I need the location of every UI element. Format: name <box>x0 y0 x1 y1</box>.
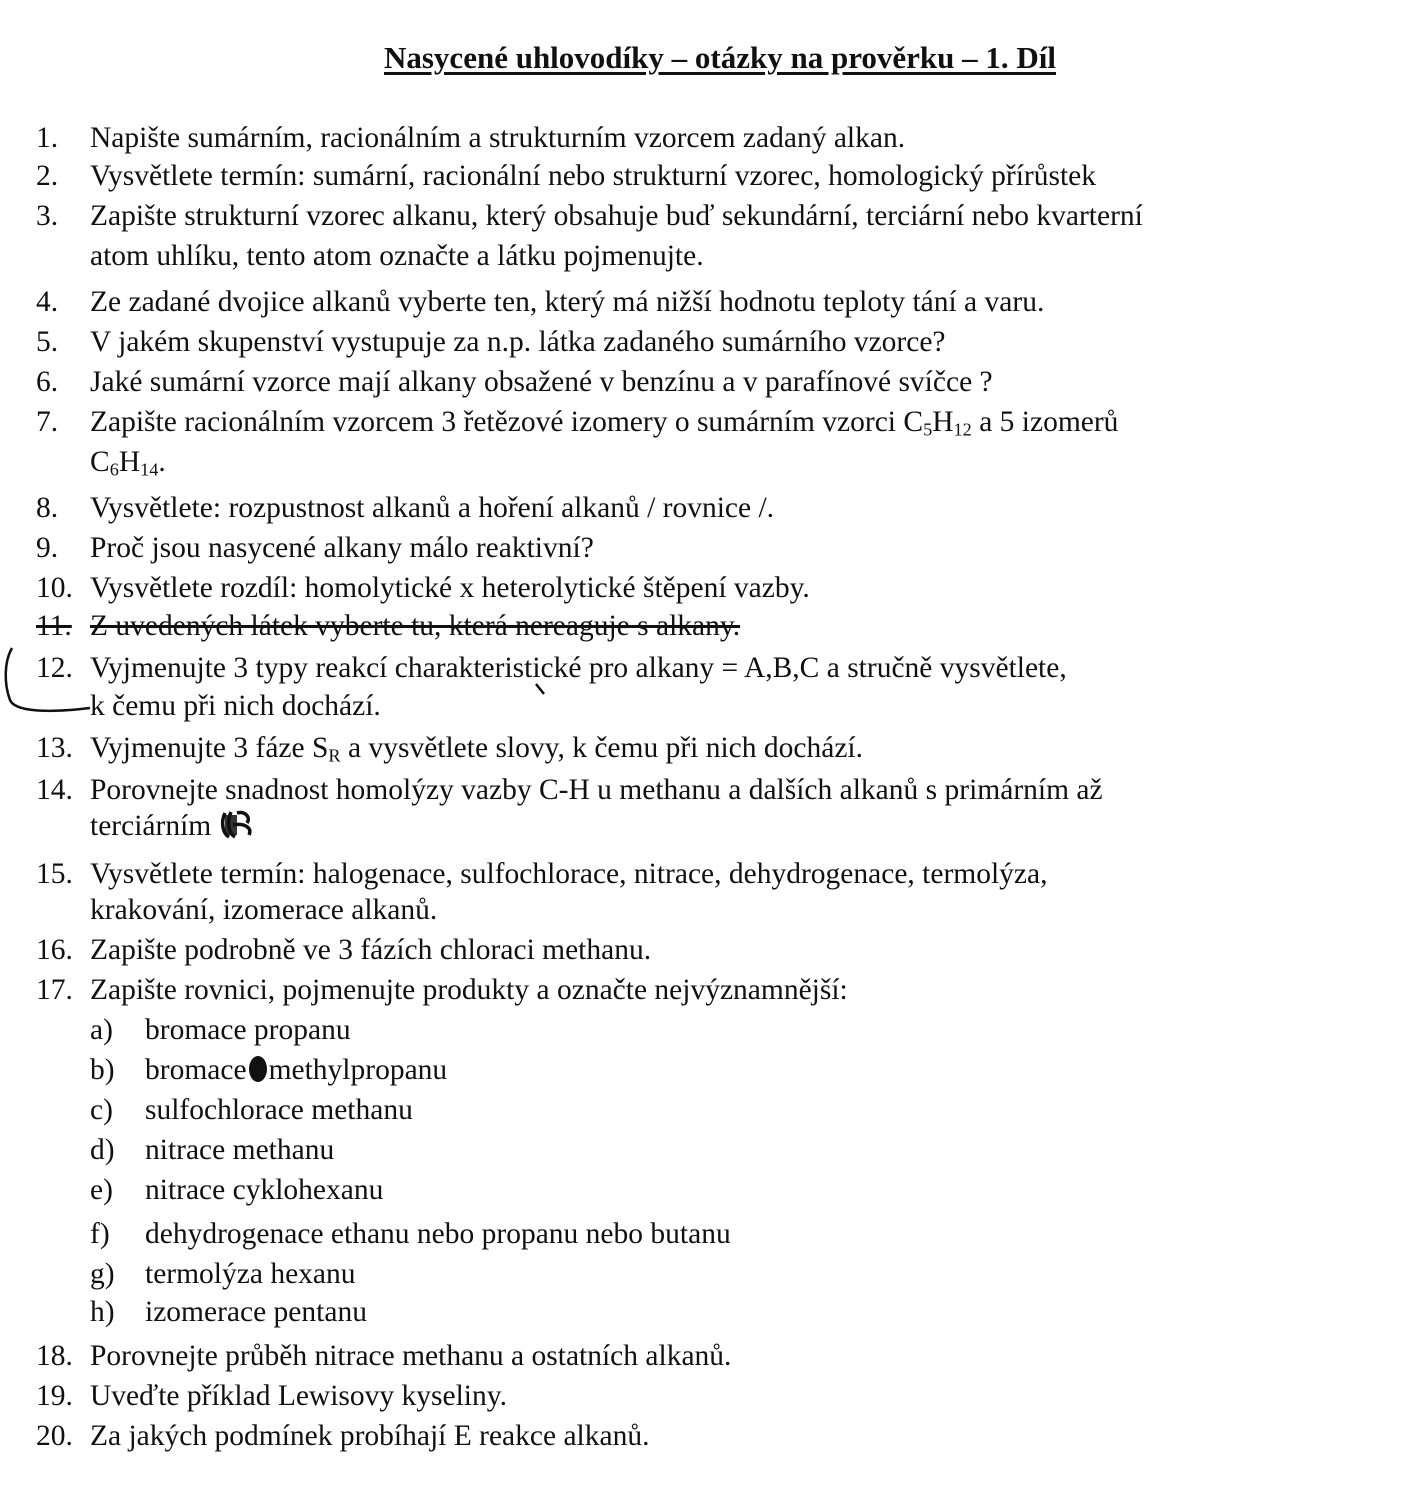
subitem-text: dehydrogenace ethanu nebo propanu nebo butanu <box>145 1218 731 1250</box>
question-number: 20. <box>36 1420 73 1452</box>
question-number: 13. <box>36 732 73 764</box>
subitem-text: izomerace pentanu <box>145 1296 367 1328</box>
subitem-letter: b) <box>90 1054 115 1086</box>
question-text: V jakém skupenství vystupuje za n.p. látka zadaného sumárního vzorce? <box>90 326 946 358</box>
question-text: Porovnejte snadnost homolýzy vazby C-H u methanu a dalších alkanů s primárním až <box>90 774 1103 806</box>
formula-sr: $S_R$ <box>312 732 341 766</box>
handwritten-bracket-mark <box>0 0 120 730</box>
subitem-letter: h) <box>90 1296 115 1328</box>
subitem-letter: c) <box>90 1094 113 1126</box>
question-text: a vysvětlete slovy, k čemu při nich dochází. <box>348 732 863 764</box>
subitem-letter: f) <box>90 1218 110 1250</box>
question-number: 19. <box>36 1380 73 1412</box>
question-text: Uveďte příklad Lewisovy kyseliny. <box>90 1380 507 1412</box>
question-text: terciárním <box>90 810 212 842</box>
question-number: 8. <box>36 492 59 524</box>
page-title: Nasycené uhlovodíky – otázky na prověrku – 1. Díl <box>383 40 1057 75</box>
question-number: 18. <box>36 1340 73 1372</box>
question-text: a 5 izomerů <box>979 406 1119 438</box>
question-text: krakování, izomerace alkanů. <box>90 894 438 926</box>
question-number: 10. <box>36 572 73 604</box>
question-number: 5. <box>36 326 59 358</box>
question-text: Zapište rovnici, pojmenujte produkty a označte nejvýznamnější: <box>90 974 848 1006</box>
subitem-text: bromace propanu <box>145 1014 351 1046</box>
question-text: Zapište strukturní vzorec alkanu, který obsahuje buď sekundární, terciární nebo kvarterní <box>90 200 1143 232</box>
question-text: Zapište podrobně ve 3 fázích chloraci methanu. <box>90 934 652 966</box>
question-number: 11. <box>36 610 72 642</box>
question-text: Vyjmenujte 3 fáze <box>90 732 305 764</box>
subitem-text: bromace <box>145 1054 247 1086</box>
question-number: 7. <box>36 406 59 438</box>
subitem-letter: g) <box>90 1258 115 1290</box>
question-number: 4. <box>36 286 59 318</box>
question-text: Proč jsou nasycené alkany málo reaktivní? <box>90 532 594 564</box>
formula-c6h14: $C_6H_{14}$. <box>90 446 166 480</box>
subitem-text: methylpropanu <box>268 1054 448 1086</box>
subitem-text: nitrace methanu <box>145 1134 335 1166</box>
question-text: Vyjmenujte 3 typy reakcí charakteristické pro alkany = A,B,C a stručně vysvětlete, <box>90 652 1067 684</box>
question-text: Vysvětlete: rozpustnost alkanů a hoření alkanů / rovnice /. <box>90 492 775 524</box>
subitem-letter: e) <box>90 1174 113 1206</box>
question-number: 16. <box>36 934 73 966</box>
question-text: Vysvětlete rozdíl: homolytické x heterolytické štěpení vazby. <box>90 572 810 604</box>
question-number: 17. <box>36 974 73 1006</box>
question-text: Porovnejte průběh nitrace methanu a ostatních alkanů. <box>90 1340 732 1372</box>
question-text: k čemu při nich dochází. <box>90 690 381 722</box>
question-text: atom uhlíku, tento atom označte a látku pojmenujte. <box>90 240 704 272</box>
formula-c5h12: $C_5H_{12}$ <box>903 406 972 440</box>
question-text: Vysvětlete termín: sumární, racionální nebo strukturní vzorec, homologický přírůstek <box>90 160 1097 192</box>
question-number: 6. <box>36 366 59 398</box>
subitem-letter: d) <box>90 1134 115 1166</box>
question-text: Zapište racionálním vzorcem 3 řetězové izomery o sumárním vzorci <box>90 406 897 438</box>
stray-pen-tick <box>532 680 552 700</box>
subitem-letter: a) <box>90 1014 113 1046</box>
question-text: Z uvedených látek vyberte tu, která nereaguje s alkany. <box>90 610 741 642</box>
question-number: 1. <box>36 122 59 154</box>
question-text: Ze zadané dvojice alkanů vyberte ten, který má nižší hodnotu teploty tání a varu. <box>90 286 1045 318</box>
question-number: 2. <box>36 160 59 192</box>
subitem-text: termolýza hexanu <box>145 1258 356 1290</box>
question-number: 15. <box>36 858 73 890</box>
question-number: 12. <box>36 652 73 684</box>
question-number: 3. <box>36 200 59 232</box>
question-number: 14. <box>36 774 73 806</box>
question-text: Jaké sumární vzorce mají alkany obsažené v benzínu a v parafínové svíčce ? <box>90 366 993 398</box>
ink-blot-mark <box>247 1054 269 1084</box>
subitem-text: nitrace cyklohexanu <box>145 1174 384 1206</box>
subitem-text: sulfochlorace methanu <box>145 1094 413 1126</box>
question-text: Za jakých podmínek probíhají E reakce alkanů. <box>90 1420 650 1452</box>
question-number: 9. <box>36 532 59 564</box>
question-text: Napište sumárním, racionálním a strukturním vzorcem zadaný alkan. <box>90 122 906 154</box>
scribble-mark <box>219 809 259 841</box>
question-text: Vysvětlete termín: halogenace, sulfochlorace, nitrace, dehydrogenace, termolýza, <box>90 858 1048 890</box>
